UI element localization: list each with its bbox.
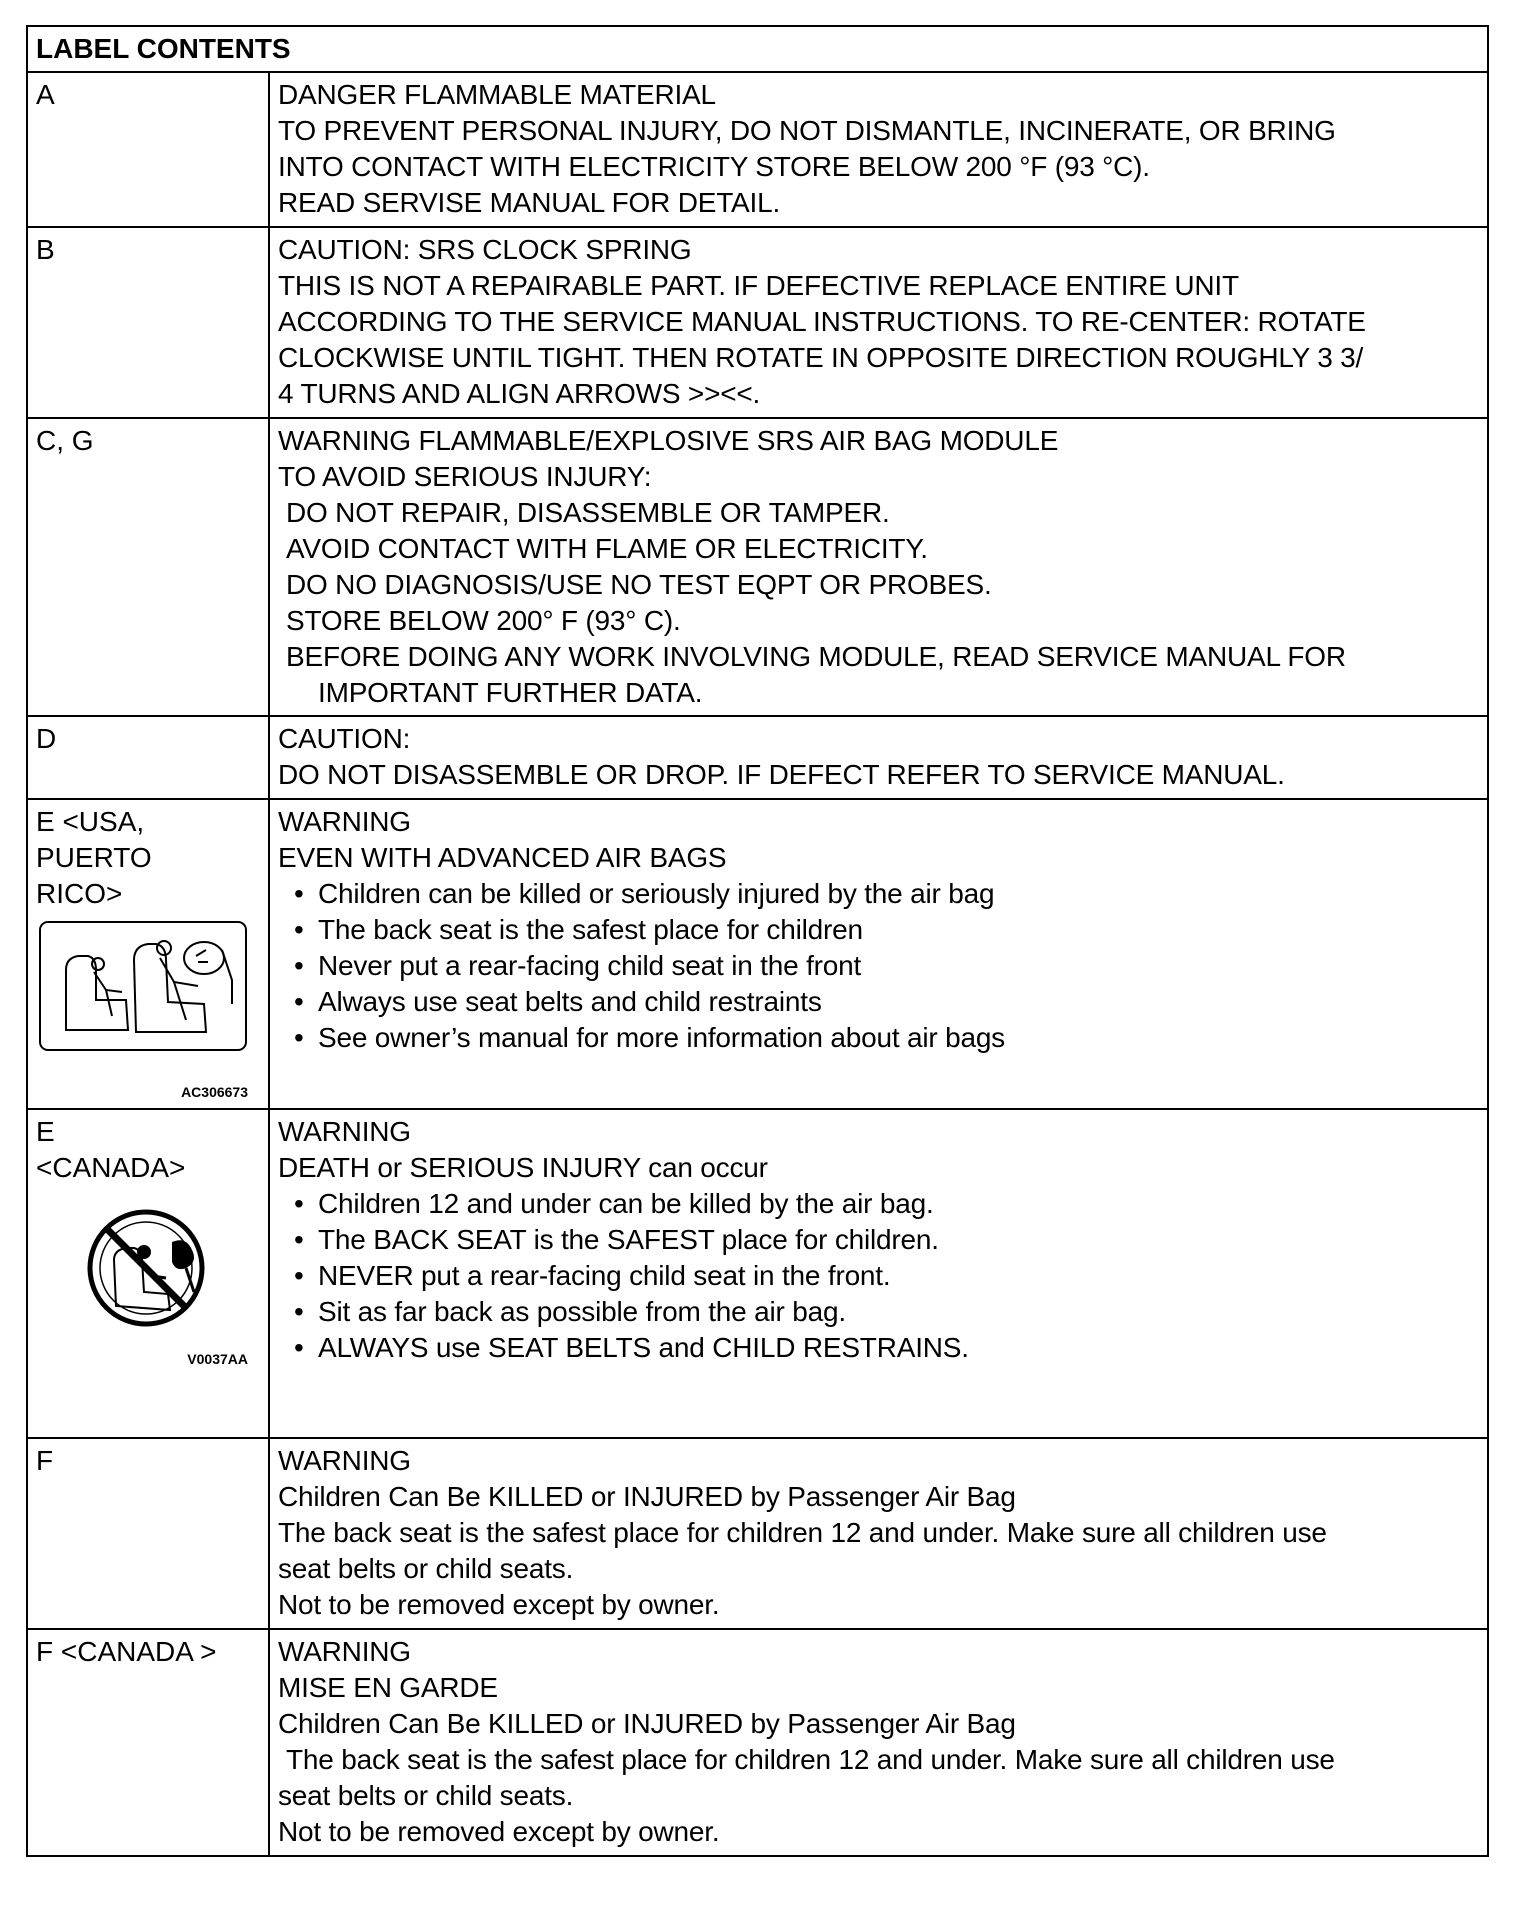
content-line: seat belts or child seats. (278, 1553, 574, 1584)
row-content (270, 73, 1487, 226)
row-label (28, 1630, 270, 1855)
list-item: • Always use seat belts and child restraints (290, 984, 1479, 1020)
content-line: DO NOT DISASSEMBLE OR DROP. IF DEFECT REFER TO SERVICE MANUAL. (278, 759, 1285, 790)
content-line: INTO CONTACT WITH ELECTRICITY STORE BELOW 200 °F (93 °C). (278, 151, 1150, 182)
list-item: • Children can be killed or seriously injured by the air bag (290, 876, 1479, 912)
row-label-line: E <USA, (36, 806, 145, 837)
no-child-seat-pictogram (36, 1206, 260, 1377)
row-label-line: D (36, 723, 57, 754)
list-item: • Sit as far back as possible from the air bag. (290, 1294, 1479, 1330)
table-row-b (26, 228, 1489, 419)
row-content (270, 1439, 1487, 1628)
table-row-e-usa (26, 800, 1489, 1110)
bullet-list (278, 1186, 1479, 1366)
content-line: Children Can Be KILLED or INJURED by Passenger Air Bag (278, 1708, 1016, 1739)
content-line: CAUTION: (278, 723, 411, 754)
row-label-line: F (36, 1445, 54, 1476)
row-content (270, 1630, 1487, 1855)
content-line: ACCORDING TO THE SERVICE MANUAL INSTRUCTIONS. TO RE-CENTER: ROTATE (278, 306, 1366, 337)
content-line: DO NO DIAGNOSIS/USE NO TEST EQPT OR PROBES. (286, 569, 992, 600)
row-label-line: C, G (36, 425, 94, 456)
content-line: THIS IS NOT A REPAIRABLE PART. IF DEFECTIVE REPLACE ENTIRE UNIT (278, 270, 1239, 301)
table-row-f (26, 1439, 1489, 1630)
content-line: 4 TURNS AND ALIGN ARROWS >><<. (278, 378, 761, 409)
row-label-line: <CANADA> (36, 1152, 186, 1183)
prohibited-child-seat-icon (36, 1206, 250, 1336)
list-item: • ALWAYS use SEAT BELTS and CHILD RESTRAINS. (290, 1330, 1479, 1366)
row-label-line: F <CANADA > (36, 1636, 217, 1667)
content-line: AVOID CONTACT WITH FLAME OR ELECTRICITY. (286, 533, 928, 564)
content-line: DEATH or SERIOUS INJURY can occur (278, 1152, 768, 1183)
content-line: DANGER FLAMMABLE MATERIAL (278, 79, 716, 110)
content-line: IMPORTANT FURTHER DATA. (318, 677, 703, 708)
content-line: Not to be removed except by owner. (278, 1816, 720, 1847)
row-label-line: PUERTO (36, 842, 152, 873)
content-line: WARNING FLAMMABLE/EXPLOSIVE SRS AIR BAG MODULE (278, 425, 1059, 456)
content-line: TO PREVENT PERSONAL INJURY, DO NOT DISMANTLE, INCINERATE, OR BRING (278, 115, 1336, 146)
list-item: • NEVER put a rear-facing child seat in the front. (290, 1258, 1479, 1294)
list-item: • Never put a rear-facing child seat in the front (290, 948, 1479, 984)
row-label-line: E (36, 1116, 55, 1147)
row-label (28, 1110, 270, 1437)
content-line: seat belts or child seats. (278, 1780, 574, 1811)
row-content (270, 419, 1487, 715)
content-line: The back seat is the safest place for children 12 and under. Make sure all children use (286, 1744, 1335, 1775)
figure-caption: V0037AA (187, 1351, 248, 1367)
content-line: DO NOT REPAIR, DISASSEMBLE OR TAMPER. (286, 497, 890, 528)
row-label (28, 800, 270, 1108)
row-content (270, 1110, 1487, 1437)
row-label (28, 1439, 270, 1628)
row-label (28, 419, 270, 715)
list-item: • The back seat is the safest place for children (290, 912, 1479, 948)
list-item: • Children 12 and under can be killed by the air bag. (290, 1186, 1479, 1222)
row-content (270, 717, 1487, 798)
content-line: The back seat is the safest place for children 12 and under. Make sure all children use (278, 1517, 1327, 1548)
content-line: WARNING (278, 806, 411, 837)
content-line: WARNING (278, 1116, 411, 1147)
table-header-row (26, 25, 1489, 73)
row-label-line: A (36, 79, 55, 110)
row-label (28, 717, 270, 798)
content-line: BEFORE DOING ANY WORK INVOLVING MODULE, READ SERVICE MANUAL FOR (286, 641, 1346, 672)
table-row-f-canada (26, 1630, 1489, 1857)
content-line: Children Can Be KILLED or INJURED by Passenger Air Bag (278, 1481, 1016, 1512)
table-row-e-canada (26, 1110, 1489, 1439)
table-row-a (26, 73, 1489, 228)
table-row-c-g (26, 419, 1489, 717)
row-label-line: B (36, 234, 55, 265)
row-label-line: RICO> (36, 878, 123, 909)
content-line: WARNING (278, 1636, 411, 1667)
row-content (270, 800, 1487, 1108)
child-seat-airbag-icon (36, 920, 250, 1065)
list-item: • See owner’s manual for more information about air bags (290, 1020, 1479, 1056)
content-line: STORE BELOW 200° F (93° C). (286, 605, 681, 636)
content-line: EVEN WITH ADVANCED AIR BAGS (278, 842, 727, 873)
content-line: MISE EN GARDE (278, 1672, 498, 1703)
content-line: WARNING (278, 1445, 411, 1476)
airbag-warning-pictogram (36, 920, 260, 1110)
row-label (28, 73, 270, 226)
content-line: Not to be removed except by owner. (278, 1589, 720, 1620)
list-item: • The BACK SEAT is the SAFEST place for children. (290, 1222, 1479, 1258)
content-line: CAUTION: SRS CLOCK SPRING (278, 234, 692, 265)
table-row-d (26, 717, 1489, 800)
content-line: CLOCKWISE UNTIL TIGHT. THEN ROTATE IN OPPOSITE DIRECTION ROUGHLY 3 3/ (278, 342, 1364, 373)
figure-caption: AC306673 (181, 1084, 248, 1100)
table-header: LABEL CONTENTS (36, 33, 291, 64)
content-line: TO AVOID SERIOUS INJURY: (278, 461, 652, 492)
bullet-list (278, 876, 1479, 1056)
row-content (270, 228, 1487, 417)
row-label (28, 228, 270, 417)
content-line: READ SERVISE MANUAL FOR DETAIL. (278, 187, 781, 218)
label-contents-table (26, 25, 1489, 1857)
